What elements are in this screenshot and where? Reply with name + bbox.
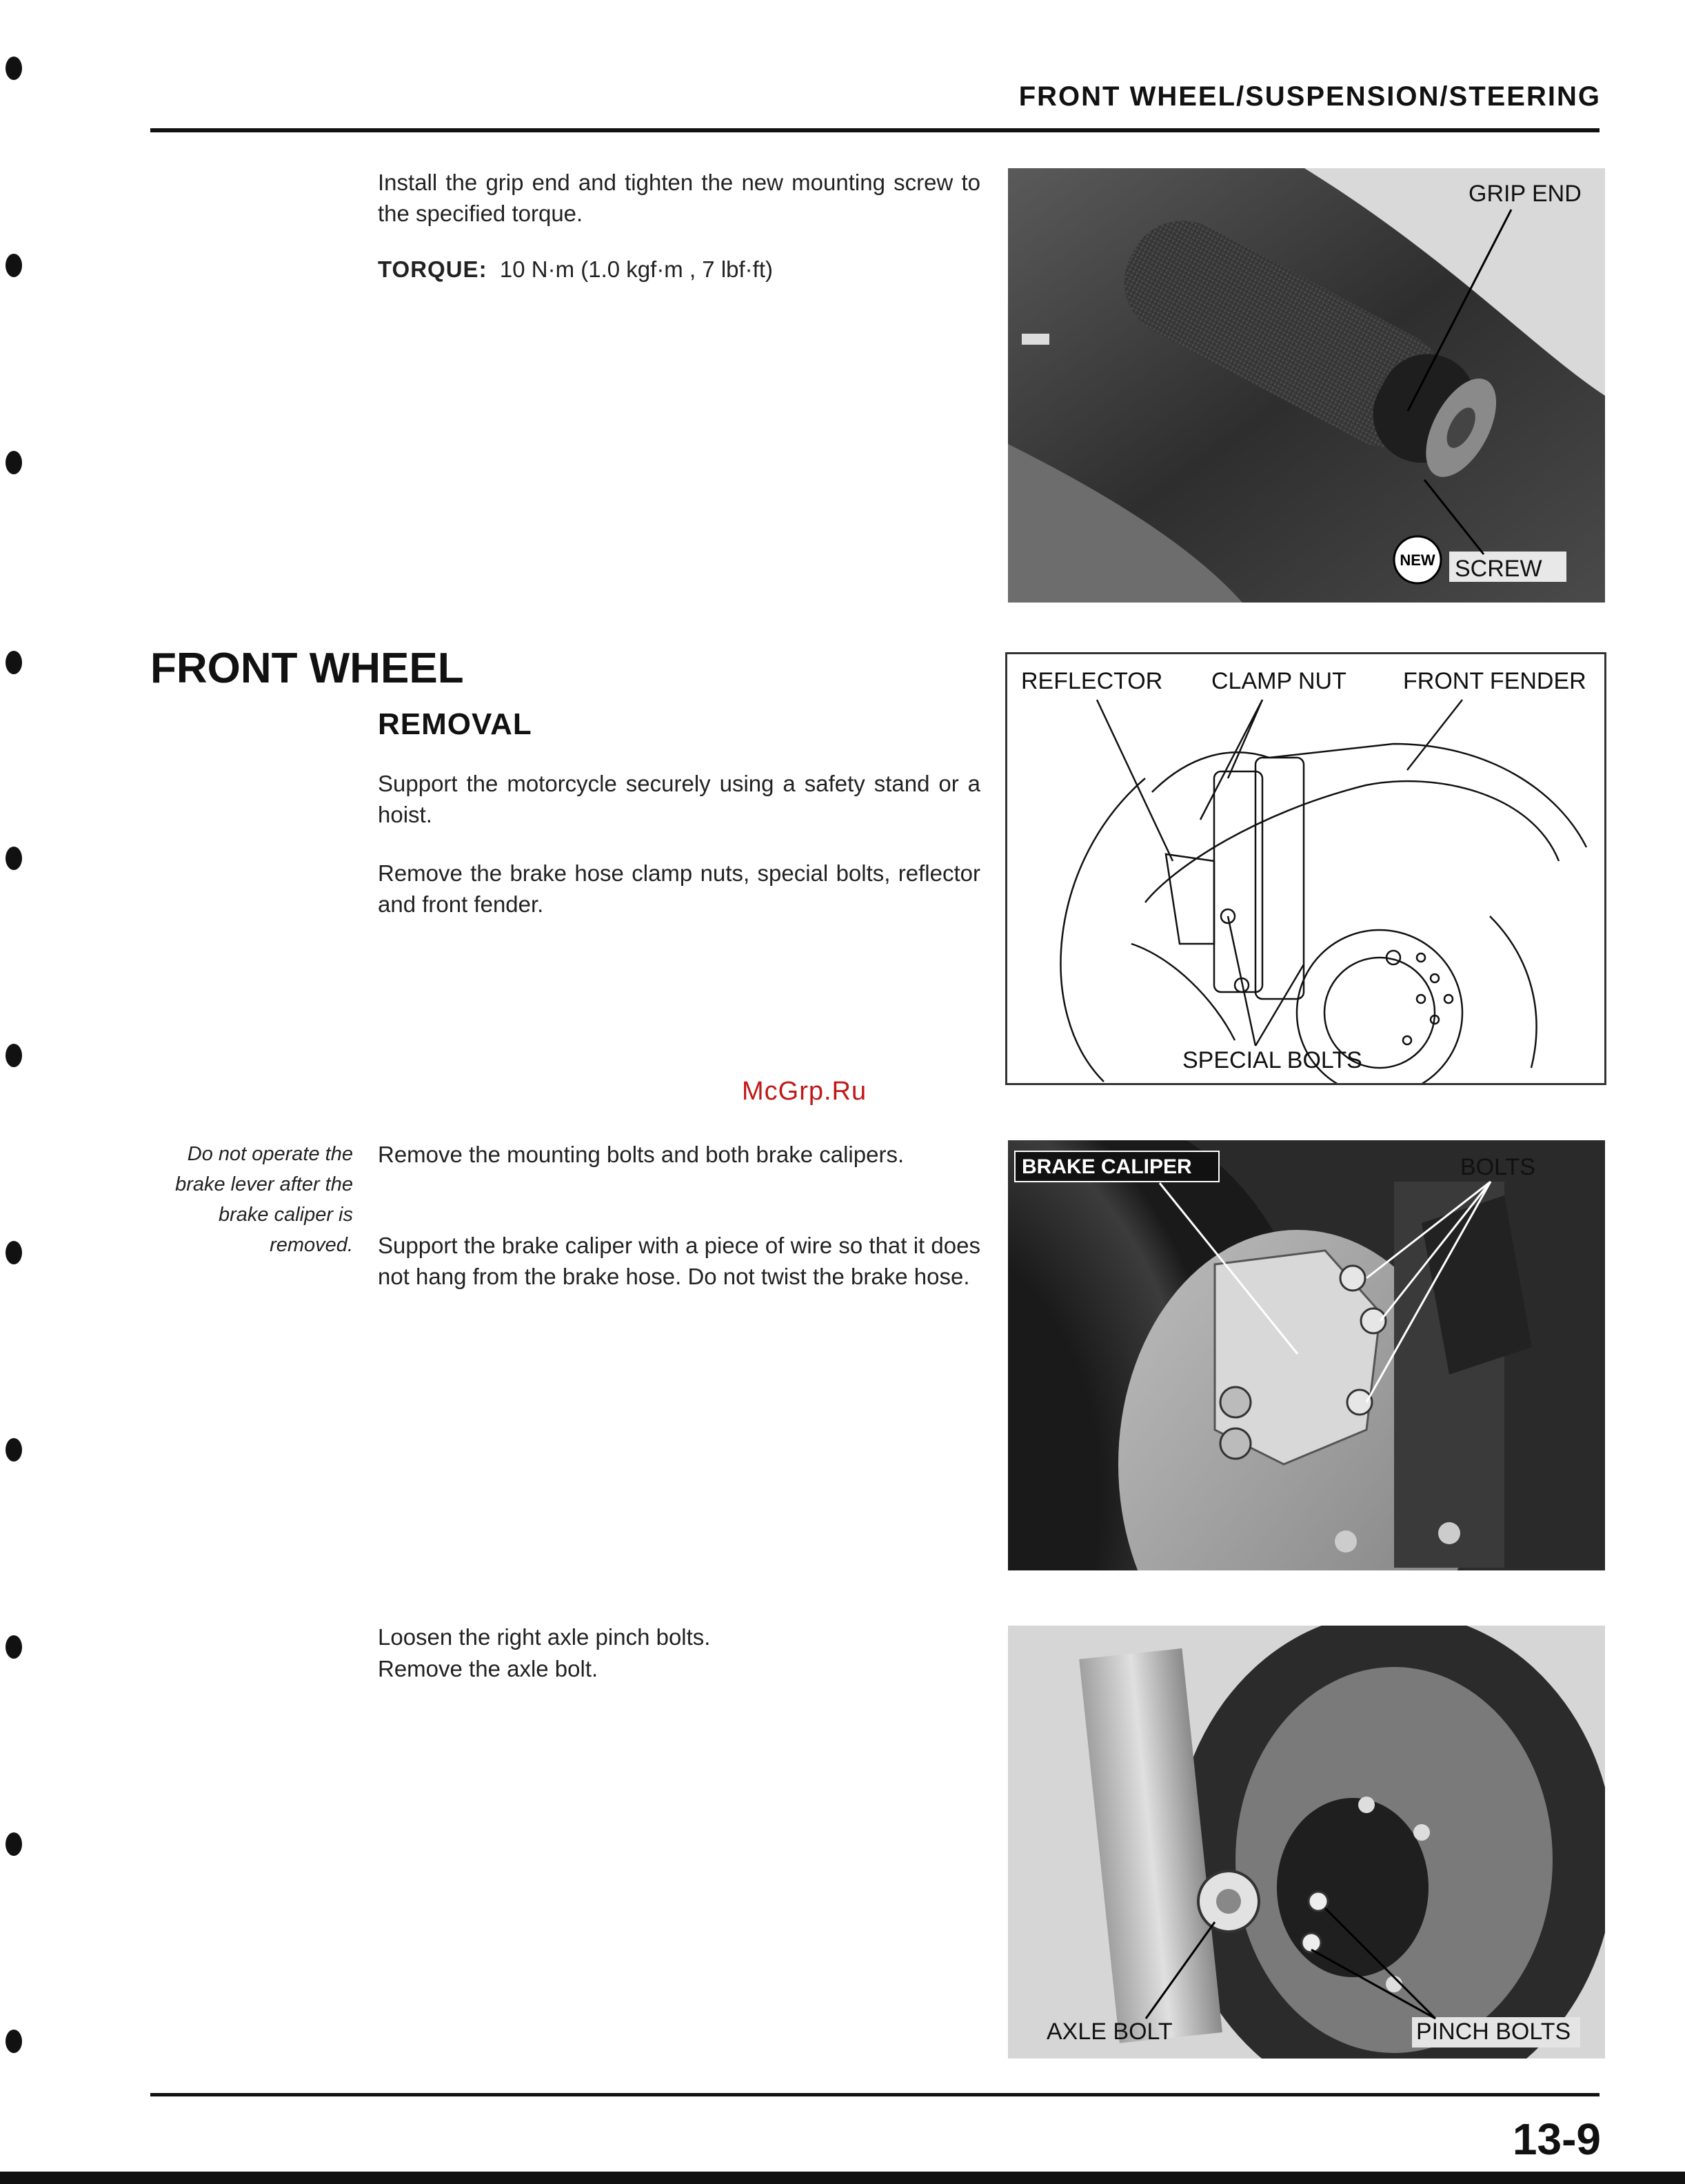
new-part-icon [1394, 536, 1441, 583]
binder-hole [6, 1044, 22, 1067]
loosen-pinch-bolts-instruction: Loosen the right axle pinch bolts. [378, 1624, 711, 1650]
running-header: FRONT WHEEL/SUSPENSION/STEERING [1018, 81, 1601, 112]
binder-hole [6, 847, 22, 870]
front-fender-diagram [1005, 652, 1606, 1085]
torque-value: 10 N·m (1.0 kgf·m , 7 lbf·ft) [499, 256, 773, 282]
grip-end-photo [1008, 168, 1605, 603]
binder-hole [6, 1438, 22, 1462]
svg-text:NEW: NEW [1400, 552, 1435, 569]
axle-bolt-label: AXLE BOLT [1047, 2019, 1173, 2045]
binder-hole [6, 1832, 22, 1856]
side-note-caution: Do not operate the brake lever after the brake caliper is removed. [175, 1143, 353, 1256]
bolts-label: BOLTS [1460, 1154, 1535, 1180]
scan-edge-band [0, 2172, 1685, 2184]
page-number: 13-9 [1512, 2114, 1601, 2164]
screw-label: SCREW [1455, 556, 1542, 582]
clamp-nut-label: CLAMP NUT [1211, 668, 1346, 694]
binder-hole [6, 1241, 22, 1264]
binder-hole [6, 57, 22, 80]
brake-caliper-label: BRAKE CALIPER [1022, 1155, 1192, 1178]
header-rule [150, 128, 1600, 132]
remove-calipers-instruction: Remove the mounting bolts and both brake calipers. [378, 1142, 905, 1167]
support-motorcycle-instruction: Support the motorcycle securely using a safety stand or a hoist. [378, 771, 980, 827]
grip-end-label: GRIP END [1469, 181, 1582, 207]
torque-spec [378, 256, 773, 283]
footer-rule [150, 2093, 1600, 2096]
binder-hole [6, 254, 22, 277]
reflector-label: REFLECTOR [1021, 668, 1163, 694]
pinch-bolts-label: PINCH BOLTS [1416, 2019, 1571, 2045]
section-title: FRONT WHEEL [150, 645, 464, 692]
subsection-title: REMOVAL [378, 707, 532, 741]
binder-hole [6, 651, 22, 674]
brake-caliper-photo [1008, 1140, 1605, 1570]
grip-end-instruction: Install the grip end and tighten the new mounting screw to the specified torque. [378, 170, 980, 226]
support-caliper-instruction: Support the brake caliper with a piece of wire so that it does not hang from the brake hose. Do not twist the brake hose. [378, 1233, 980, 1289]
watermark: McGrp.Ru [742, 1077, 867, 1106]
binder-hole [6, 451, 22, 474]
front-fender-label: FRONT FENDER [1403, 668, 1586, 694]
special-bolts-label: SPECIAL BOLTS [1182, 1047, 1362, 1073]
axle-bolt-photo [1008, 1626, 1605, 2059]
remove-axle-bolt-instruction: Remove the axle bolt. [378, 1656, 598, 1681]
torque-label: TORQUE: [378, 256, 487, 282]
binder-hole [6, 1635, 22, 1659]
remove-fender-instruction: Remove the brake hose clamp nuts, special bolts, reflector and front fender. [378, 860, 980, 917]
binder-hole [6, 2030, 22, 2053]
